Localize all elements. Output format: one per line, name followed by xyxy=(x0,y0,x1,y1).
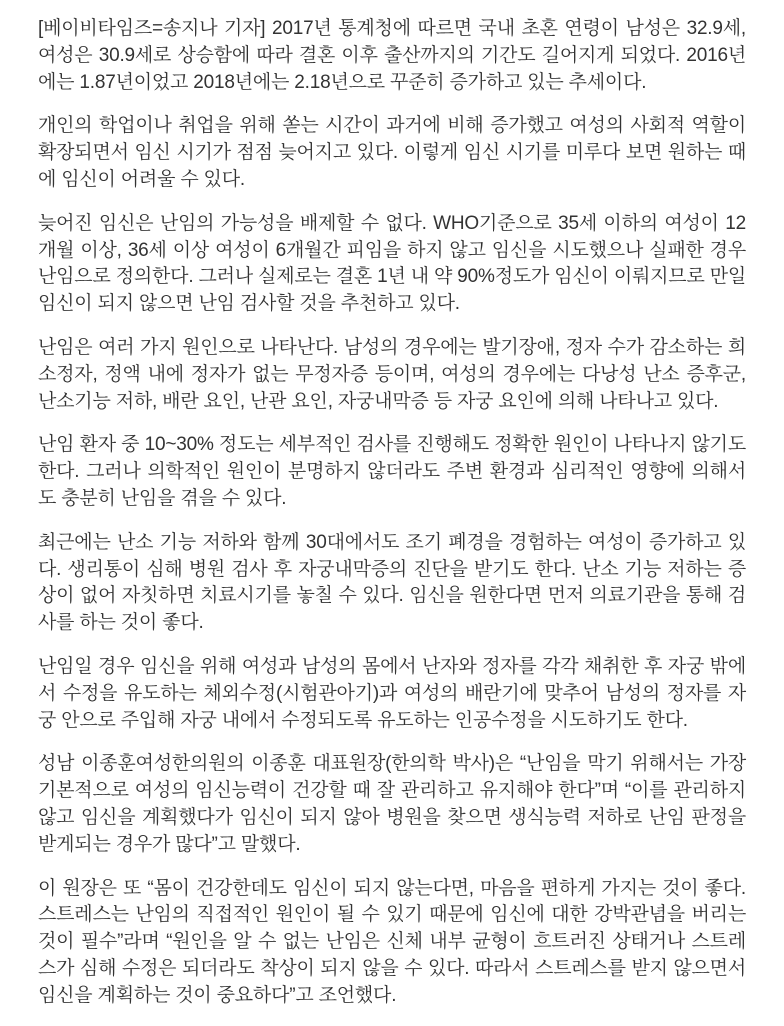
article-paragraph: 늦어진 임신은 난임의 가능성을 배제할 수 없다. WHO기준으로 35세 이하의 여성이 12개월 이상, 36세 이상 여성이 6개월간 피임을 하지 않고 임신을 시도했으나 실패한 경우 난임으로 정의한다. 그러나 실제로는 결혼 1년 내 약 90%정도가 임신이 이뤄지므로 만일 임신이 되지 않으면 난임 검사할 것을 추천하고 있다. xyxy=(38,212,746,315)
article-paragraph: 개인의 학업이나 취업을 위해 쏟는 시간이 과거에 비해 증가했고 여성의 사회적 역할이 확장되면서 임신 시기가 점점 늦어지고 있다. 이렇게 임신 시기를 미루다 보면 원하는 때에 임신이 어려울 수 있다. xyxy=(38,115,746,190)
article-paragraph: [베이비타임즈=송지나 기자] 2017년 통계청에 따르면 국내 초혼 연령이 남성은 32.9세, 여성은 30.9세로 상승함에 따라 결혼 이후 출산까지의 기간도 길어지게 되었다. 2016년에는 1.87년이었고 2018년에는 2.18년으로 꾸준히 증가하고 있는 추세이다. xyxy=(38,18,746,93)
article-paragraph: 성남 이종훈여성한의원의 이종훈 대표원장(한의학 박사)은 “난임을 막기 위해서는 가장 기본적으로 여성의 임신능력이 건강할 때 잘 관리하고 유지해야 한다”며 “이를 관리하지 않고 임신을 계획했다가 임신이 되지 않아 병원을 찾으면 생식능력 저하로 난임 판정을 받게되는 경우가 많다”고 말했다. xyxy=(38,753,746,855)
article-paragraph: 최근에는 난소 기능 저하와 함께 30대에서도 조기 폐경을 경험하는 여성이 증가하고 있다. 생리통이 심해 병원 검사 후 자궁내막증의 진단을 받기도 한다. 난소 기능 저하는 증상이 없어 자칫하면 치료시기를 놓칠 수 있다. 임신을 원한다면 먼저 의료기관을 통해 검사를 하는 것이 좋다. xyxy=(38,531,746,634)
article-paragraph: 난임은 여러 가지 원인으로 나타난다. 남성의 경우에는 발기장애, 정자 수가 감소하는 희소정자, 정액 내에 정자가 없는 무정자증 등이며, 여성의 경우에는 다낭성 난소 증후군, 난소기능 저하, 배란 요인, 난관 요인, 자궁내막증 등 자궁 요인에 의해 나타나고 있다. xyxy=(38,336,746,412)
article-paragraph: 난임일 경우 임신을 위해 여성과 남성의 몸에서 난자와 정자를 각각 채취한 후 자궁 밖에서 수정을 유도하는 체외수정(시험관아기)과 여성의 배란기에 맞추어 남성의 정자를 자궁 안으로 주입해 자궁 내에서 수정되도록 유도하는 인공수정을 시도하기도 한다. xyxy=(38,655,746,731)
article-paragraph: 난임 환자 중 10~30% 정도는 세부적인 검사를 진행해도 정확한 원인이 나타나지 않기도 한다. 그러나 의학적인 원인이 분명하지 않더라도 주변 환경과 심리적인 영향에 의해서도 충분히 난임을 겪을 수 있다. xyxy=(38,434,746,509)
article-paragraph: 이 원장은 또 “몸이 건강한데도 임신이 되지 않는다면, 마음을 편하게 가지는 것이 좋다. 스트레스는 난임의 직접적인 원인이 될 수 있기 때문에 임신에 대한 강박관념을 버리는 것이 필수”라며 “원인을 알 수 없는 난임은 신체 내부 균형이 흐트러진 상태거나 스트레스가 심해 수정은 되더라도 착상이 되지 않을 수 있다. 따라서 스트레스를 받지 않으면서 임신을 계획하는 것이 중요하다”고 조언했다. xyxy=(38,877,746,1006)
